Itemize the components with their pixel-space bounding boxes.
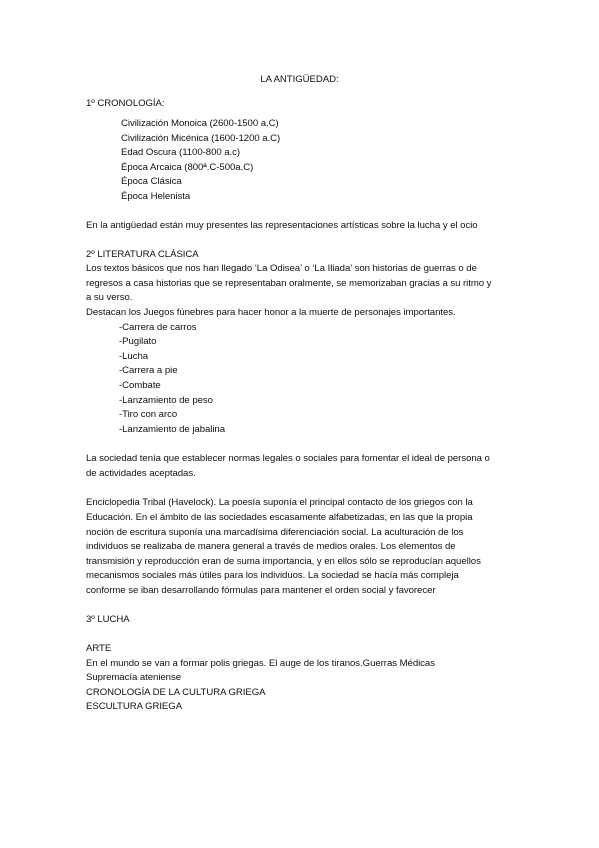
section-heading-cronologia: 1º CRONOLOGÍA: (86, 98, 165, 109)
paragraph-sociedad-line: de actividades aceptadas. (86, 468, 196, 479)
chronology-item: Edad Oscura (1100-800 a.c) (121, 147, 241, 158)
section-heading-arte: ARTE (86, 643, 112, 654)
page-title: LA ANTIGÜEDAD: (260, 74, 339, 85)
paragraph-enciclopedia-line: conforme se iban desarrollando fórmulas para mantener el orden social y favorecer (86, 585, 436, 596)
games-list-item: -Carrera a pie (119, 365, 178, 376)
paragraph-enciclopedia-line: Educación. En el ámbito de las sociedades escasamente alfabetizadas, en las que la propia (86, 512, 473, 523)
chronology-item: Civilización Monoica (2600-1500 a.C) (121, 118, 279, 129)
paragraph-enciclopedia-line: mecanismos sociales más útiles para los individuos. La sociedad se hacía más compleja (86, 570, 459, 581)
paragraph-enciclopedia-line: transmisión y reproducción eran de suma importancia, y en ellos sólo se reproducían aquellos (86, 556, 481, 567)
section-heading-literatura: 2º LITERATURA CLÁSICA (86, 249, 199, 260)
paragraph-enciclopedia-line: Enciclopedia Tribal (Havelock). La poesía suponía el principal contacto de los griegos con la (86, 497, 473, 508)
arte-line: ESCULTURA GRIEGA (86, 701, 183, 712)
paragraph-enciclopedia-line: noción de escritura suponía una marcadísima diferenciación social. La aculturación de los (86, 527, 464, 538)
games-list-item: -Lanzamiento de jabalina (119, 424, 226, 435)
games-list-item: -Pugilato (119, 336, 157, 347)
paragraph-textos-line: regresos a casa historias que se representaban oralmente, se memorizaban gracias a su ritmo y (86, 278, 492, 289)
chronology-item: Civilización Micénica (1600-1200 a.C) (121, 133, 281, 144)
chronology-item: Época Helenista (121, 191, 191, 202)
paragraph-sociedad-line: La sociedad tenía que establecer normas legales o sociales para fomentar el ideal de persona o (86, 453, 490, 464)
games-list-item: -Lanzamiento de peso (119, 395, 213, 406)
paragraph-textos-line: a su verso. (86, 292, 133, 303)
games-list-item: -Lucha (119, 351, 149, 362)
chronology-item: Época Arcaica (800ª.C-500a.C) (121, 162, 254, 173)
games-list-item: -Tiro con arco (119, 409, 178, 420)
games-list-item: -Combate (119, 380, 161, 391)
arte-line: En el mundo se van a formar polis griegas. El auge de los tiranos.Guerras Médicas (86, 658, 435, 669)
games-list-item: -Carrera de carros (119, 322, 197, 333)
arte-line: Supremacía ateniense (86, 672, 181, 683)
paragraph-antiguedad: En la antigüedad están muy presentes las representaciones artísticas sobre la lucha y el ocio (86, 220, 478, 231)
section-heading-lucha: 3º LUCHA (86, 614, 130, 625)
arte-line: CRONOLOGÍA DE LA CULTURA GRIEGA (86, 687, 266, 698)
chronology-item: Época Clásica (121, 176, 182, 187)
paragraph-juegos: Destacan los Juegos fúnebres para hacer honor a la muerte de personajes importantes. (86, 307, 456, 318)
paragraph-textos-line: Los textos básicos que nos han llegado ‘La Odisea’ o ‘La Iliada’ son historias de guerras o de (86, 263, 477, 274)
paragraph-enciclopedia-line: individuos se realizaba de manera general a través de medios orales. Los elementos de (86, 541, 456, 552)
